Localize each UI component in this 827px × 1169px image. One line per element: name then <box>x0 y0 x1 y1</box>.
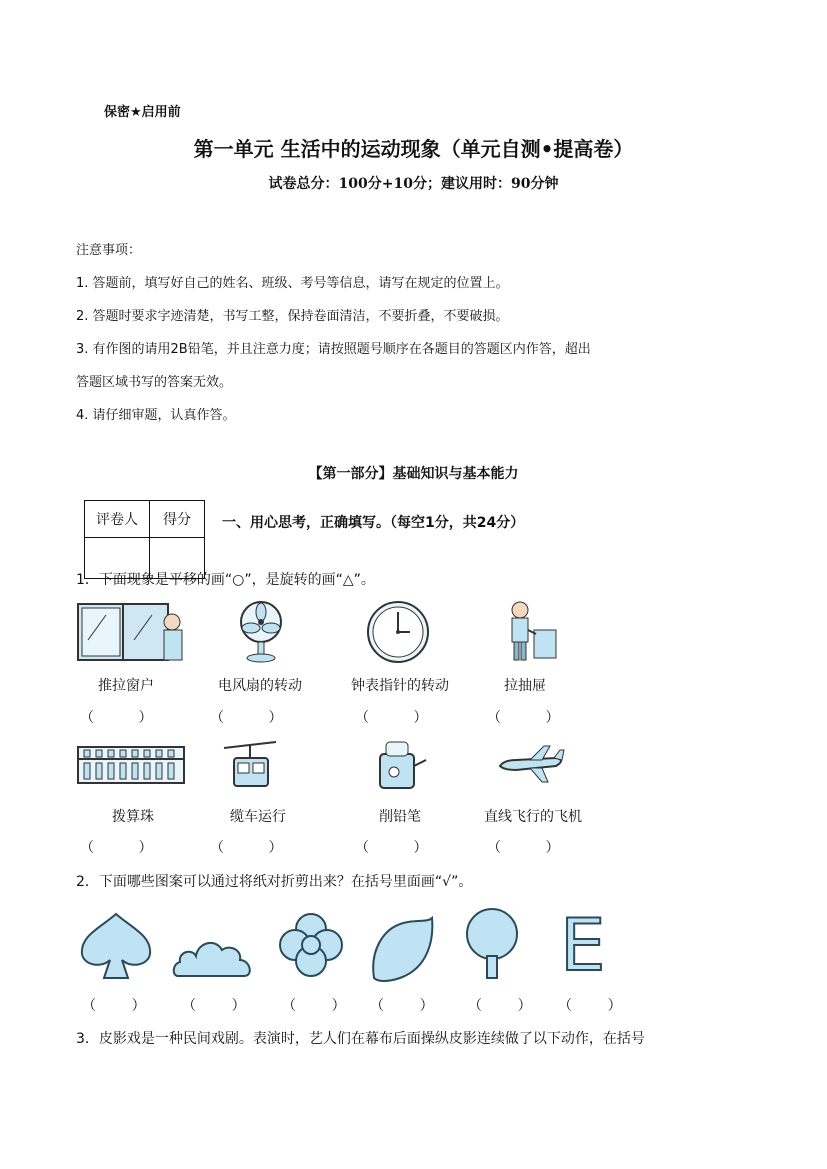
answer-blank[interactable]: （ ） <box>487 840 560 856</box>
lollipop-shape-icon <box>464 906 520 980</box>
leaf-shape-icon <box>368 916 436 982</box>
answer-blank[interactable]: （ ） <box>487 710 560 726</box>
answer-blank[interactable]: （ ） <box>82 998 146 1014</box>
notes-block <box>76 234 756 432</box>
part-title: 一、用心思考，正确填写。（每空1分，共24分） <box>222 515 525 531</box>
confidential-label: 保密★启用前 <box>104 105 181 120</box>
notes-item: 4. 请仔细审题，认真作答。 <box>76 408 236 423</box>
notes-item: 3. 有作图的请用2B铅笔，并且注意力度；请按照题号顺序在各题目的答题区内作答，超出 <box>76 342 591 357</box>
notes-item: 2. 答题时要求字迹清楚，书写工整，保持卷面清洁，不要折叠，不要破损。 <box>76 309 509 324</box>
drawer-icon <box>506 600 558 664</box>
score-table <box>84 500 205 579</box>
answer-blank[interactable]: （ ） <box>182 998 246 1014</box>
caption-fan: 电风扇的转动 <box>218 678 302 694</box>
page-subtitle: 试卷总分：100分+10分；建议用时：90分钟 <box>268 176 559 192</box>
fan-icon <box>236 600 286 664</box>
answer-blank[interactable]: （ ） <box>282 998 346 1014</box>
clock-icon <box>366 600 430 664</box>
abacus-icon <box>76 745 186 785</box>
spade-shape-icon <box>78 910 154 982</box>
answer-blank[interactable]: （ ） <box>210 840 283 856</box>
answer-blank[interactable]: （ ） <box>468 998 532 1014</box>
section-heading: 【第一部分】基础知识与基本能力 <box>308 466 519 482</box>
question-1: 1．下面现象是平移的画“○”，是旋转的画“△”。 <box>76 572 375 588</box>
notes-item: 1. 答题前，填写好自己的姓名、班级、考号等信息，请写在规定的位置上。 <box>76 276 509 291</box>
answer-blank[interactable]: （ ） <box>370 998 434 1014</box>
answer-blank[interactable]: （ ） <box>355 710 428 726</box>
notes-item: 答题区域书写的答案无效。 <box>76 375 233 390</box>
letter-e-shape-icon: E <box>560 903 606 987</box>
pencil-sharpener-icon <box>374 740 430 792</box>
caption-cable-car: 缆车运行 <box>230 809 286 825</box>
answer-blank[interactable]: （ ） <box>558 998 622 1014</box>
answer-blank[interactable]: （ ） <box>210 710 283 726</box>
caption-airplane: 直线飞行的飞机 <box>484 809 582 825</box>
window-icon <box>76 600 184 664</box>
answer-blank[interactable]: （ ） <box>80 710 153 726</box>
question-3: 3．皮影戏是一种民间戏剧。表演时，艺人们在幕布后面操纵皮影连续做了以下动作，在括号 <box>76 1031 645 1047</box>
airplane-icon <box>496 742 568 786</box>
caption-drawer: 拉抽屉 <box>504 678 546 694</box>
page-title: 第一单元 生活中的运动现象（单元自测•提高卷） <box>193 137 634 161</box>
answer-blank[interactable]: （ ） <box>355 840 428 856</box>
question-2: 2．下面哪些图案可以通过将纸对折剪出来？在括号里面画“√”。 <box>76 874 473 890</box>
caption-clock: 钟表指针的转动 <box>351 678 449 694</box>
cable-car-icon <box>222 740 278 790</box>
answer-blank[interactable]: （ ） <box>80 840 153 856</box>
cloud-shape-icon <box>170 930 256 980</box>
caption-sharpener: 削铅笔 <box>379 809 421 825</box>
caption-abacus: 拨算珠 <box>112 809 154 825</box>
flower-shape-icon <box>278 912 344 978</box>
notes-heading: 注意事项： <box>76 243 142 258</box>
caption-window: 推拉窗户 <box>98 678 154 694</box>
score-label: 得分 <box>150 501 205 538</box>
grader-label: 评卷人 <box>85 501 150 538</box>
